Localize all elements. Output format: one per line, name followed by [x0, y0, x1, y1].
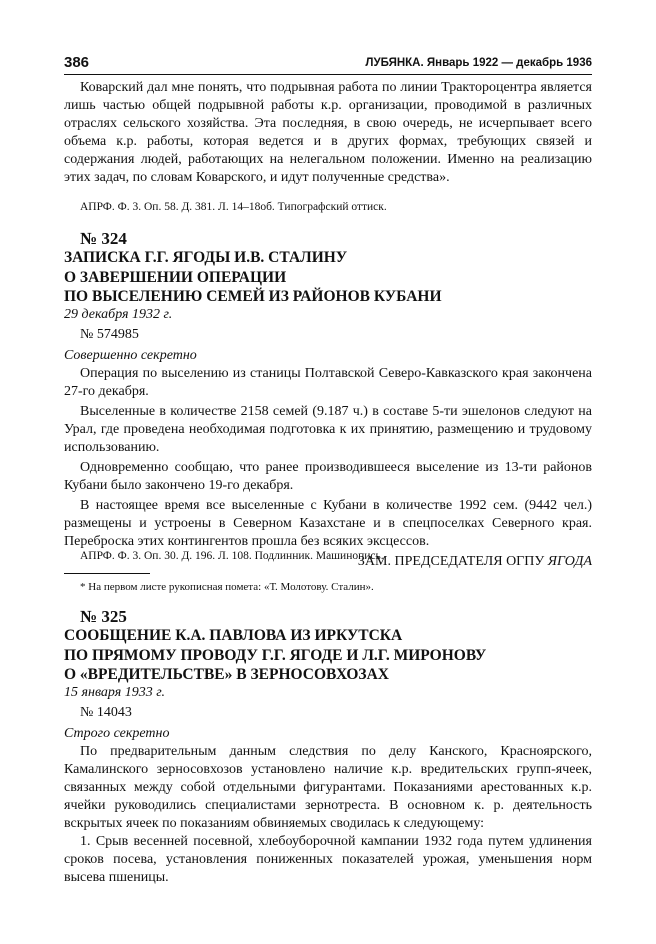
archive-source: АПРФ. Ф. 3. Оп. 30. Д. 196. Л. 108. Подлинник. Машинопись. — [80, 550, 384, 562]
document-325-body — [64, 743, 592, 887]
signature-position: ЗАМ. ПРЕДСЕДАТЕЛЯ ОГПУ — [357, 554, 545, 569]
document-324 — [64, 229, 592, 307]
paragraph: Операция по выселению из станицы Полтавской Северо-Кавказского края закончена 27-го декабря. — [64, 366, 592, 399]
continued-text — [64, 79, 592, 187]
document-title-line: О ЗАВЕРШЕНИИ ОПЕРАЦИИ — [64, 268, 287, 286]
paragraph: Выселенные в количестве 2158 семей (9.187 ч.) в составе 5-ти эшелонов следуют на Урал, где проведена необходимая подготовка к их принятию, размещению и трудовому использованию. — [64, 404, 592, 455]
page-number: 386 — [64, 54, 90, 71]
document-325 — [64, 607, 592, 685]
registration-number: № 574985 — [80, 327, 139, 342]
document-324-meta — [64, 306, 592, 364]
classification: Строго секретно — [64, 726, 170, 741]
document-date: 29 декабря 1932 г. — [64, 307, 173, 322]
classification: Совершенно секретно — [64, 348, 197, 363]
footnote: * На первом листе рукописная помета: «Т. Молотову. Сталин». — [80, 581, 374, 593]
document-title-line: ЗАПИСКА Г.Г. ЯГОДЫ И.В. СТАЛИНУ — [64, 249, 348, 266]
document-title-line: О «ВРЕДИТЕЛЬСТВЕ» В ЗЕРНОСОВХОЗАХ — [64, 666, 390, 683]
running-header — [64, 54, 592, 75]
document-title-line: ПО ВЫСЕЛЕНИЮ СЕМЕЙ ИЗ РАЙОНОВ КУБАНИ — [64, 288, 442, 305]
paragraph: В настоящее время все выселенные с Кубани в количестве 1992 сем. (9442 чел.) размещены и устроены в Северном Казахстане и в спецпоселках Северного края. Переброска этих контингентов прошла без всяких эксцессов. — [64, 498, 592, 549]
document-number: № 325 — [80, 607, 127, 626]
footnote-divider — [64, 573, 150, 574]
signature-name: ЯГОДА — [547, 554, 592, 569]
registration-number: № 14043 — [80, 705, 132, 720]
document-number: № 324 — [80, 229, 127, 248]
running-title: ЛУБЯНКА. Январь 1922 — декабрь 1936 — [365, 57, 592, 69]
paragraph: Одновременно сообщаю, что ранее производившееся выселение из 13-ти районов Кубани было закончено 19-го декабря. — [64, 460, 592, 493]
paragraph: По предварительным данным следствия по делу Канского, Красноярского, Камалинского зерносовхозов установлено наличие к.р. вредительских групп-ячеек, связанных между собой отдельными фигурантами. Показаниями арестованных к.р. ячейки руководились специалистами зернотреста. В основном к. р. деятельность вскрытых ячеек по показаниям обвиняемых сводилась к следующему: — [64, 744, 592, 831]
document-title-line: СООБЩЕНИЕ К.А. ПАВЛОВА ИЗ ИРКУТСКА — [64, 627, 403, 644]
archive-source: АПРФ. Ф. 3. Оп. 58. Д. 381. Л. 14–18об. Типографский оттиск. — [80, 201, 387, 213]
document-324-body — [64, 365, 592, 571]
document-date: 15 января 1933 г. — [64, 685, 166, 700]
paragraph: 1. Срыв весенней посевной, хлебоуборочной кампании 1932 года путем удлинения сроков посева, установления пониженных показателей урожая, уменьшения норм высева пшеницы. — [64, 834, 592, 885]
document-title-line: ПО ПРЯМОМУ ПРОВОДУ Г.Г. ЯГОДЕ И Л.Г. МИРОНОВУ — [64, 646, 487, 664]
document-325-meta — [64, 684, 592, 742]
paragraph: Коварский дал мне понять, что подрывная работа по линии Трактороцентра является лишь частью общей подрывной работы к.р. организации, проводимой в различных отраслях сельского хозяйства. Эта последняя, в свою очередь, не исчерпывает всего объема к.р. работы, которая ведется и в других формах, требующих связей и содержания людей, работающих на нелегальном положении. Именно на реализацию этих задач, по словам Коварского, и идут полученные средства». — [64, 80, 592, 185]
